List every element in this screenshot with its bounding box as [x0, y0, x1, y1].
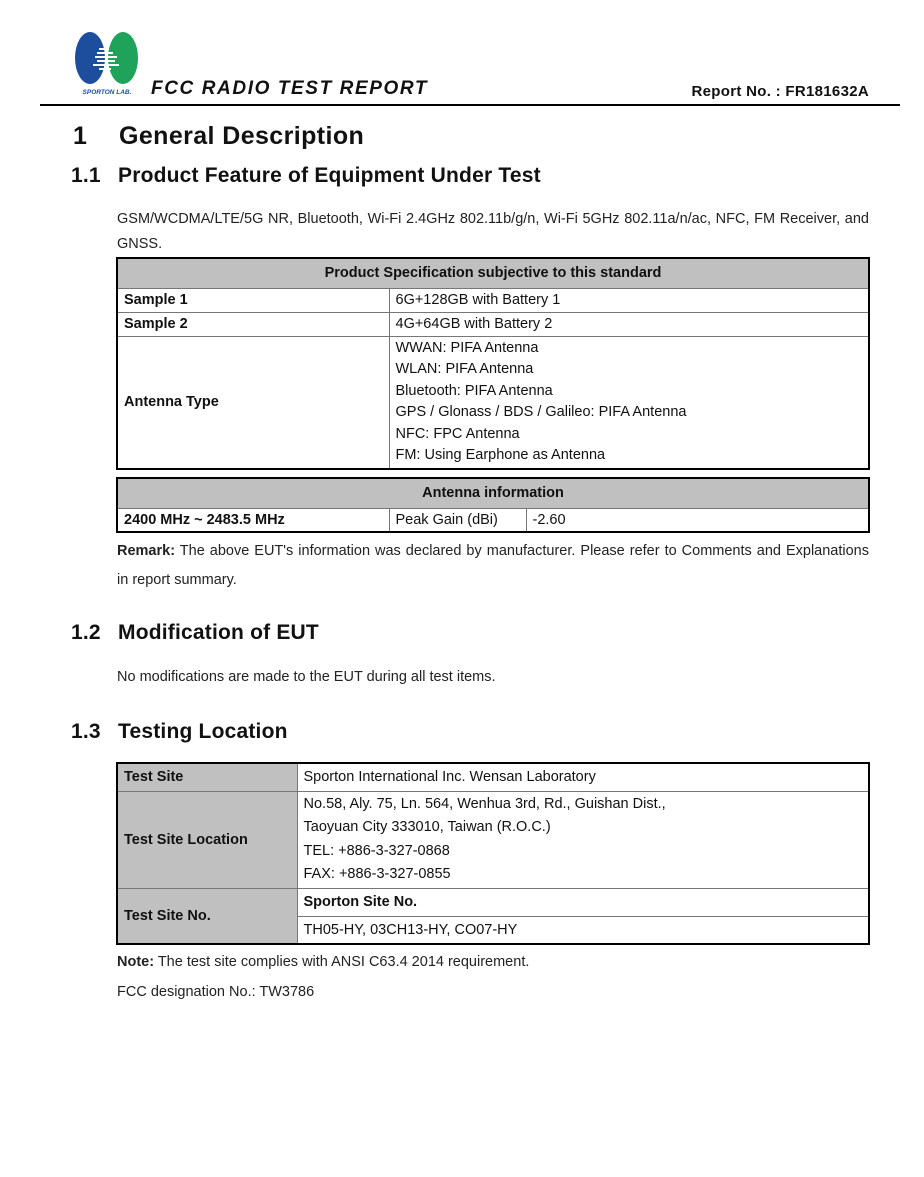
report-number: Report No. : FR181632A: [691, 83, 869, 100]
remark-text: The above EUT's information was declared by manufacturer. Please refer to Comments and Explanations in report summary.: [117, 543, 869, 588]
frequency-band: 2400 MHz ~ 2483.5 MHz: [117, 508, 389, 532]
note: [117, 950, 869, 975]
row-value: 4G+64GB with Battery 2: [389, 312, 869, 336]
row-label: Antenna Type: [117, 336, 389, 469]
row-value: 6G+128GB with Battery 1: [389, 288, 869, 312]
address-line: Taoyuan City 333010, Taiwan (R.O.C.): [303, 819, 551, 835]
section-title: Modification of EUT: [118, 621, 319, 644]
remark-label: Remark:: [117, 543, 176, 559]
antenna-info-table: [116, 477, 870, 533]
table-row: [117, 791, 869, 888]
sporton-logo: [73, 30, 141, 98]
section-number: 1.3: [71, 720, 101, 743]
site-address: [297, 791, 869, 888]
header-divider: [40, 104, 900, 106]
testing-location-table: [116, 762, 870, 945]
note-text: The test site complies with ANSI C63.4 2014 requirement.: [154, 954, 530, 970]
section-1-2-heading: [71, 621, 319, 645]
fax-line: FAX: +886-3-327-0855: [303, 866, 451, 882]
fcc-designation: FCC designation No.: TW3786: [117, 984, 315, 1000]
site-no-value: TH05-HY, 03CH13-HY, CO07-HY: [297, 916, 869, 944]
table-header: Product Specification subjective to this standard: [117, 258, 869, 288]
antenna-type-item: WLAN: PIFA Antenna: [395, 361, 534, 377]
section-number: 1.1: [71, 164, 101, 187]
row-value: Sporton International Inc. Wensan Laboratory: [297, 763, 869, 791]
section-1-heading: [73, 122, 364, 151]
address-line: No.58, Aly. 75, Ln. 564, Wenhua 3rd, Rd., Guishan Dist.,: [303, 795, 666, 812]
phone-line: TEL: +886-3-327-0868: [303, 842, 450, 859]
section-title: General Description: [119, 122, 365, 150]
row-label: Test Site No.: [117, 888, 297, 944]
table-row: [117, 336, 869, 469]
row-label: Test Site Location: [117, 791, 297, 888]
section-number: 1.2: [71, 621, 101, 644]
antenna-type-item: Bluetooth: PIFA Antenna: [395, 382, 553, 399]
section-1-3-heading: [71, 720, 288, 744]
section-title: Testing Location: [118, 720, 288, 743]
antenna-type-item: FM: Using Earphone as Antenna: [395, 447, 606, 463]
table-row: [117, 763, 869, 791]
site-no-header: Sporton Site No.: [297, 888, 869, 916]
row-label: Sample 2: [117, 312, 389, 336]
antenna-type-item: GPS / Glonass / BDS / Galileo: PIFA Antenna: [395, 404, 687, 420]
table-header: Antenna information: [117, 478, 869, 508]
product-spec-table: [116, 257, 870, 470]
table-row: [117, 508, 869, 532]
note-label: Note:: [117, 954, 155, 970]
remark: [117, 537, 869, 595]
parameter-value: -2.60: [526, 508, 869, 532]
product-feature-description: GSM/WCDMA/LTE/5G NR, Bluetooth, Wi-Fi 2.4GHz 802.11b/g/n, Wi-Fi 5GHz 802.11a/n/ac, NFC, FM Receiver, and GNSS.: [117, 211, 869, 252]
antenna-type-list: [389, 336, 869, 469]
modification-text: No modifications are made to the EUT during all test items.: [117, 669, 496, 685]
table-row: [117, 888, 869, 916]
logo-text: SPORTON LAB.: [82, 89, 132, 96]
row-label: Sample 1: [117, 288, 389, 312]
row-label: Test Site: [117, 763, 297, 791]
section-number: 1: [73, 122, 88, 150]
section-1-1-heading: [71, 164, 541, 188]
table-row: [117, 288, 869, 312]
report-header-title: FCC RADIO TEST REPORT: [151, 78, 429, 99]
antenna-type-item: NFC: FPC Antenna: [395, 425, 520, 442]
section-title: Product Feature of Equipment Under Test: [118, 164, 541, 187]
table-row: [117, 312, 869, 336]
antenna-type-item: WWAN: PIFA Antenna: [395, 339, 539, 356]
parameter-name: Peak Gain (dBi): [389, 508, 526, 532]
